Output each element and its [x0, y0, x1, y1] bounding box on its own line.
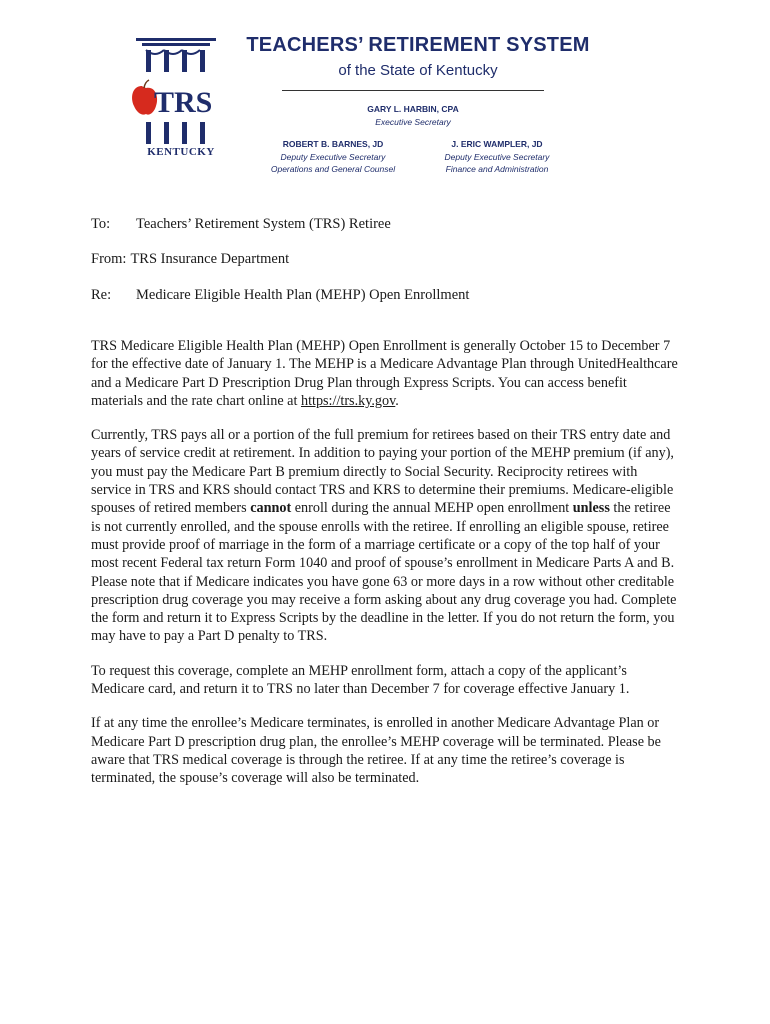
deputy-department: Finance and Administration [445, 164, 549, 174]
logo-wordmark: KENTUCKY [147, 146, 215, 158]
memo-from [91, 251, 289, 268]
paragraph-text: . [395, 392, 399, 409]
deputy-left [243, 138, 423, 176]
paragraph-termination: If at any time the enrollee’s Medicare terminates, is enrolled in another Medicare Advantage Plan or Medicare Part D prescription drug plan, the enrollee’s MEHP coverage will be terminated. Please be aware that TRS medical coverage is through the retiree. If at any time the retiree’s coverage is terminated, the spouse’s coverage will also be terminated. [91, 715, 661, 787]
memo-from-label: From: [91, 251, 127, 267]
deputy-name: ROBERT B. BARNES, JD [282, 139, 384, 149]
paragraph-enrollment-period [91, 337, 681, 410]
paragraph-text: the retiree is not currently enrolled, and the spouse enrolls with the retiree. If enrolling an eligible spouse, retiree must provide proof of marriage in the form of a marriage certificate or a copy of the top half of your most recent Federal tax return Form 1040 and proof of spouse’s enrollment in Medicare Parts A and B. Please note that if Medicare indicates you have gone 63 or more days in a row without other creditable prescription drug coverage you may receive a form asking about any drug coverage you had. Complete the form and return it to Express Scripts by the deadline in the letter. If you do not return the form, you may have to pay a Part D penalty to TRS. [91, 500, 677, 645]
letter-body [91, 337, 681, 804]
deputy-title: Deputy Executive Secretary [444, 151, 550, 162]
memo-from-value: TRS Insurance Department [130, 251, 290, 267]
trs-website-link[interactable]: https://trs.ky.gov [300, 392, 396, 409]
executive-title: Executive Secretary [375, 117, 451, 127]
memo-re [91, 287, 469, 304]
executive-name: GARY L. HARBIN, CPA [367, 104, 459, 114]
emphasis-cannot: cannot [250, 500, 292, 517]
paragraph-text: TRS Medicare Eligible Health Plan (MEHP) Open Enrollment is generally October 15 to December 7 for the effective date of January 1. The MEHP is a Medicare Advantage Plan through UnitedHealthcare and a Medicare Part D Prescription Drug Plan through Express Scripts. You can access benefit materials and the rate chart online at [91, 338, 678, 409]
trs-logo-icon [124, 36, 234, 162]
deputy-department: Operations and General Counsel [270, 164, 396, 174]
emphasis-unless: unless [572, 500, 610, 517]
memo-to-label: To: [91, 216, 111, 232]
organization-title: TEACHERS’ RETIREMENT SYSTEM [246, 34, 590, 56]
paragraph-premiums [91, 426, 681, 646]
memo-re-value: Medicare Eligible Health Plan (MEHP) Open Enrollment [136, 287, 470, 303]
header-divider [282, 90, 544, 91]
deputy-right [407, 138, 587, 176]
memo-re-label: Re: [91, 287, 112, 303]
memo-to-value: Teachers’ Retirement System (TRS) Retiree [136, 216, 391, 232]
memo-to [91, 216, 391, 233]
deputy-title: Deputy Executive Secretary [280, 151, 386, 162]
paragraph-text: Currently, TRS pays all or a portion of the full premium for retirees based on their TRS entry date and years of service credit at retirement. In addition to paying your portion of the MEHP premium (if any), you must pay the Medicare Part B premium directly to Social Security. Reciprocity retirees with service in TRS and KRS should contact TRS and KRS to determine their premiums. Medicare-eligible spouses of retired members [91, 427, 674, 517]
paragraph-text: enroll during the annual MEHP open enrollment [291, 500, 573, 517]
paragraph-request-coverage: To request this coverage, complete an MEHP enrollment form, attach a copy of the applicant’s Medicare card, and return it to TRS no later than December 7 for coverage effective January 1. [91, 662, 630, 698]
svg-text:TRS: TRS [154, 86, 213, 119]
deputy-name: J. ERIC WAMPLER, JD [451, 139, 543, 149]
organization-subtitle: of the State of Kentucky [338, 62, 498, 79]
